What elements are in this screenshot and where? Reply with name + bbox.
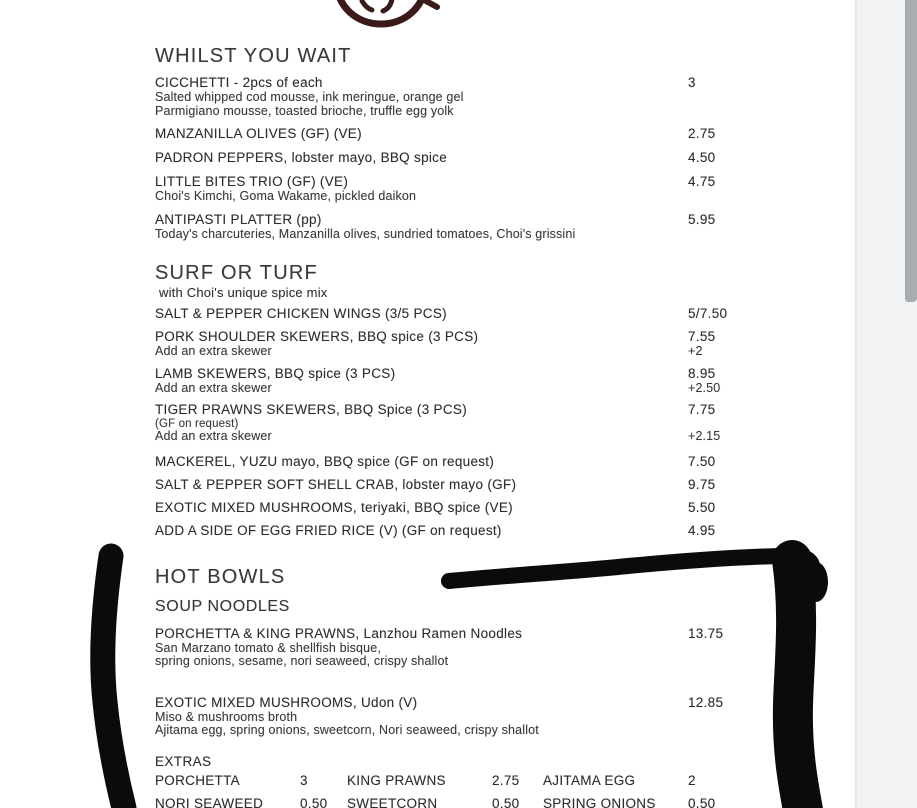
item-text: TIGER PRAWNS SKEWERS, BBQ Spice (3 PCS) <box>155 402 468 417</box>
item-price: 12.85 <box>688 694 724 710</box>
extra-name: KING PRAWNS <box>347 772 446 788</box>
menu-items <box>155 75 721 241</box>
item-line <box>155 500 721 516</box>
item-text: EXOTIC MIXED MUSHROOMS, Udon (V) <box>155 694 418 710</box>
item-description <box>155 105 721 119</box>
menu-item <box>155 174 721 204</box>
item-text: CICCHETTI - 2pcs of each <box>155 75 323 90</box>
menu-item <box>155 366 721 396</box>
extra-name: SWEETCORN <box>347 795 438 808</box>
menu-item <box>155 523 721 539</box>
item-text: ANTIPASTI PLATTER (pp) <box>155 211 322 227</box>
menu-content <box>155 0 728 808</box>
item-price: 4.75 <box>688 174 716 189</box>
item-price: 4.95 <box>688 522 716 538</box>
item-text: PORCHETTA & KING PRAWNS, Lanzhou Ramen Noodles <box>155 625 523 641</box>
item-price: 5/7.50 <box>688 306 728 321</box>
item-price: 2.75 <box>688 126 716 141</box>
item-description <box>155 724 721 738</box>
item-line <box>155 477 721 493</box>
extra-price: 0.50 <box>492 795 520 808</box>
menu-section <box>155 44 721 241</box>
item-description <box>155 642 721 656</box>
item-description-text: Today's charcuteries, Manzanilla olives, sundried tomatoes, Choi's grissini <box>155 226 576 241</box>
item-text: EXOTIC MIXED MUSHROOMS, teriyaki, BBQ spice (VE) <box>155 499 513 515</box>
item-text: LAMB SKEWERS, BBQ spice (3 PCS) <box>155 365 396 381</box>
item-line <box>155 625 724 642</box>
item-text: SALT & PEPPER SOFT SHELL CRAB, lobster mayo (GF) <box>155 476 517 492</box>
item-text: PADRON PEPPERS, lobster mayo, BBQ spice <box>155 150 448 165</box>
item-description-text: Salted whipped cod mousse, ink meringue, orange gel <box>155 90 464 104</box>
menu-item <box>155 306 728 322</box>
item-description-text: (GF on request) <box>155 418 239 430</box>
menu-item <box>155 477 721 493</box>
item-text: SALT & PEPPER CHICKEN WINGS (3/5 PCS) <box>155 306 447 321</box>
item-line <box>155 402 721 418</box>
extra-price: 2.75 <box>492 772 520 788</box>
extra-name: NORI SEAWEED <box>155 795 264 808</box>
item-description-text: Parmigiano mousse, toasted brioche, truffle egg yolk <box>155 103 454 118</box>
item-price: +2.50 <box>688 380 721 395</box>
menu-item <box>155 402 721 444</box>
item-line <box>155 126 721 142</box>
section-title: WHILST YOU WAIT <box>155 45 352 67</box>
item-line <box>155 150 721 166</box>
menu-section <box>155 565 724 808</box>
extras-label: EXTRAS <box>155 753 212 769</box>
item-line <box>155 174 721 190</box>
item-text: MANZANILLA OLIVES (GF) (VE) <box>155 126 362 141</box>
scrollbar-track[interactable] <box>855 0 917 808</box>
item-line <box>155 523 721 539</box>
menu-item <box>155 625 724 669</box>
item-description-text: Choi's Kimchi, Goma Wakame, pickled daikon <box>155 189 417 203</box>
item-text: MACKEREL, YUZU mayo, BBQ spice (GF on request) <box>155 453 495 469</box>
item-description <box>155 655 721 669</box>
menu-item <box>155 694 724 738</box>
item-description-text: spring onions, sesame, nori seaweed, crispy shallot <box>155 654 449 668</box>
item-price: +2.15 <box>688 429 721 443</box>
item-description <box>155 228 721 242</box>
section-subtitle: with Choi's unique spice mix <box>159 285 328 300</box>
menu-items <box>155 625 724 738</box>
menu-item <box>155 212 721 242</box>
extra-name: PORCHETTA <box>155 772 240 788</box>
menu-items <box>155 306 728 539</box>
item-description-text: San Marzano tomato & shellfish bisque, <box>155 640 381 655</box>
item-description-text: Add an extra skewer <box>155 429 272 443</box>
item-line <box>155 454 721 470</box>
item-line <box>155 694 724 711</box>
extra-price: 2 <box>688 772 696 788</box>
item-price: 13.75 <box>688 625 724 641</box>
marker-right-stroke <box>792 560 803 808</box>
item-price: 9.75 <box>688 476 716 492</box>
item-description <box>155 711 721 725</box>
item-description-text: Ajitama egg, spring onions, sweetcorn, Nori seaweed, crispy shallot <box>155 723 539 737</box>
item-description-text: Miso & mushrooms broth <box>155 709 298 724</box>
item-description-text: Add an extra skewer <box>155 344 272 358</box>
item-price: 7.55 <box>688 329 716 344</box>
item-line <box>155 75 721 91</box>
marker-corner-bump <box>804 562 828 602</box>
menu-item <box>155 500 721 516</box>
item-line <box>155 306 728 322</box>
extra-price: 0.50 <box>300 795 328 808</box>
section-title: HOT BOWLS <box>155 565 286 588</box>
item-line <box>155 329 721 345</box>
extras-row <box>155 796 721 808</box>
item-price: 4.50 <box>688 150 716 165</box>
section-subheading: SOUP NOODLES <box>155 597 290 615</box>
extra-price: 3 <box>300 772 308 788</box>
item-price: 5.95 <box>688 211 716 227</box>
item-description <box>155 382 721 396</box>
item-line <box>155 366 721 382</box>
extras-row <box>155 773 721 789</box>
marker-corner-blob <box>778 549 820 583</box>
item-price: 7.75 <box>688 402 716 417</box>
item-description <box>155 190 721 204</box>
extra-price: 0.50 <box>688 795 716 808</box>
item-price: 5.50 <box>688 499 716 515</box>
scrollbar-thumb[interactable] <box>905 0 917 302</box>
item-description <box>155 345 721 359</box>
item-price: 7.50 <box>688 453 716 469</box>
extra-name: SPRING ONIONS <box>543 795 656 808</box>
item-text: LITTLE BITES TRIO (GF) (VE) <box>155 174 349 189</box>
extra-name: AJITAMA EGG <box>543 772 636 788</box>
item-price: +2 <box>688 344 703 358</box>
item-price: 8.95 <box>688 365 716 381</box>
item-description <box>155 430 721 444</box>
section-title: SURF OR TURF <box>155 262 318 284</box>
item-text: PORK SHOULDER SKEWERS, BBQ spice (3 PCS) <box>155 329 479 344</box>
item-description-text: Add an extra skewer <box>155 380 272 395</box>
menu-item <box>155 150 721 166</box>
item-price: 3 <box>688 75 696 90</box>
item-description <box>155 91 721 105</box>
item-line <box>155 212 721 228</box>
marker-left-stroke <box>103 556 124 808</box>
item-text: ADD A SIDE OF EGG FRIED RICE (V) (GF on request) <box>155 522 502 538</box>
menu-item <box>155 454 721 470</box>
menu-item <box>155 75 721 118</box>
menu-item <box>155 329 721 359</box>
menu-section <box>155 261 728 539</box>
menu-item <box>155 126 721 142</box>
